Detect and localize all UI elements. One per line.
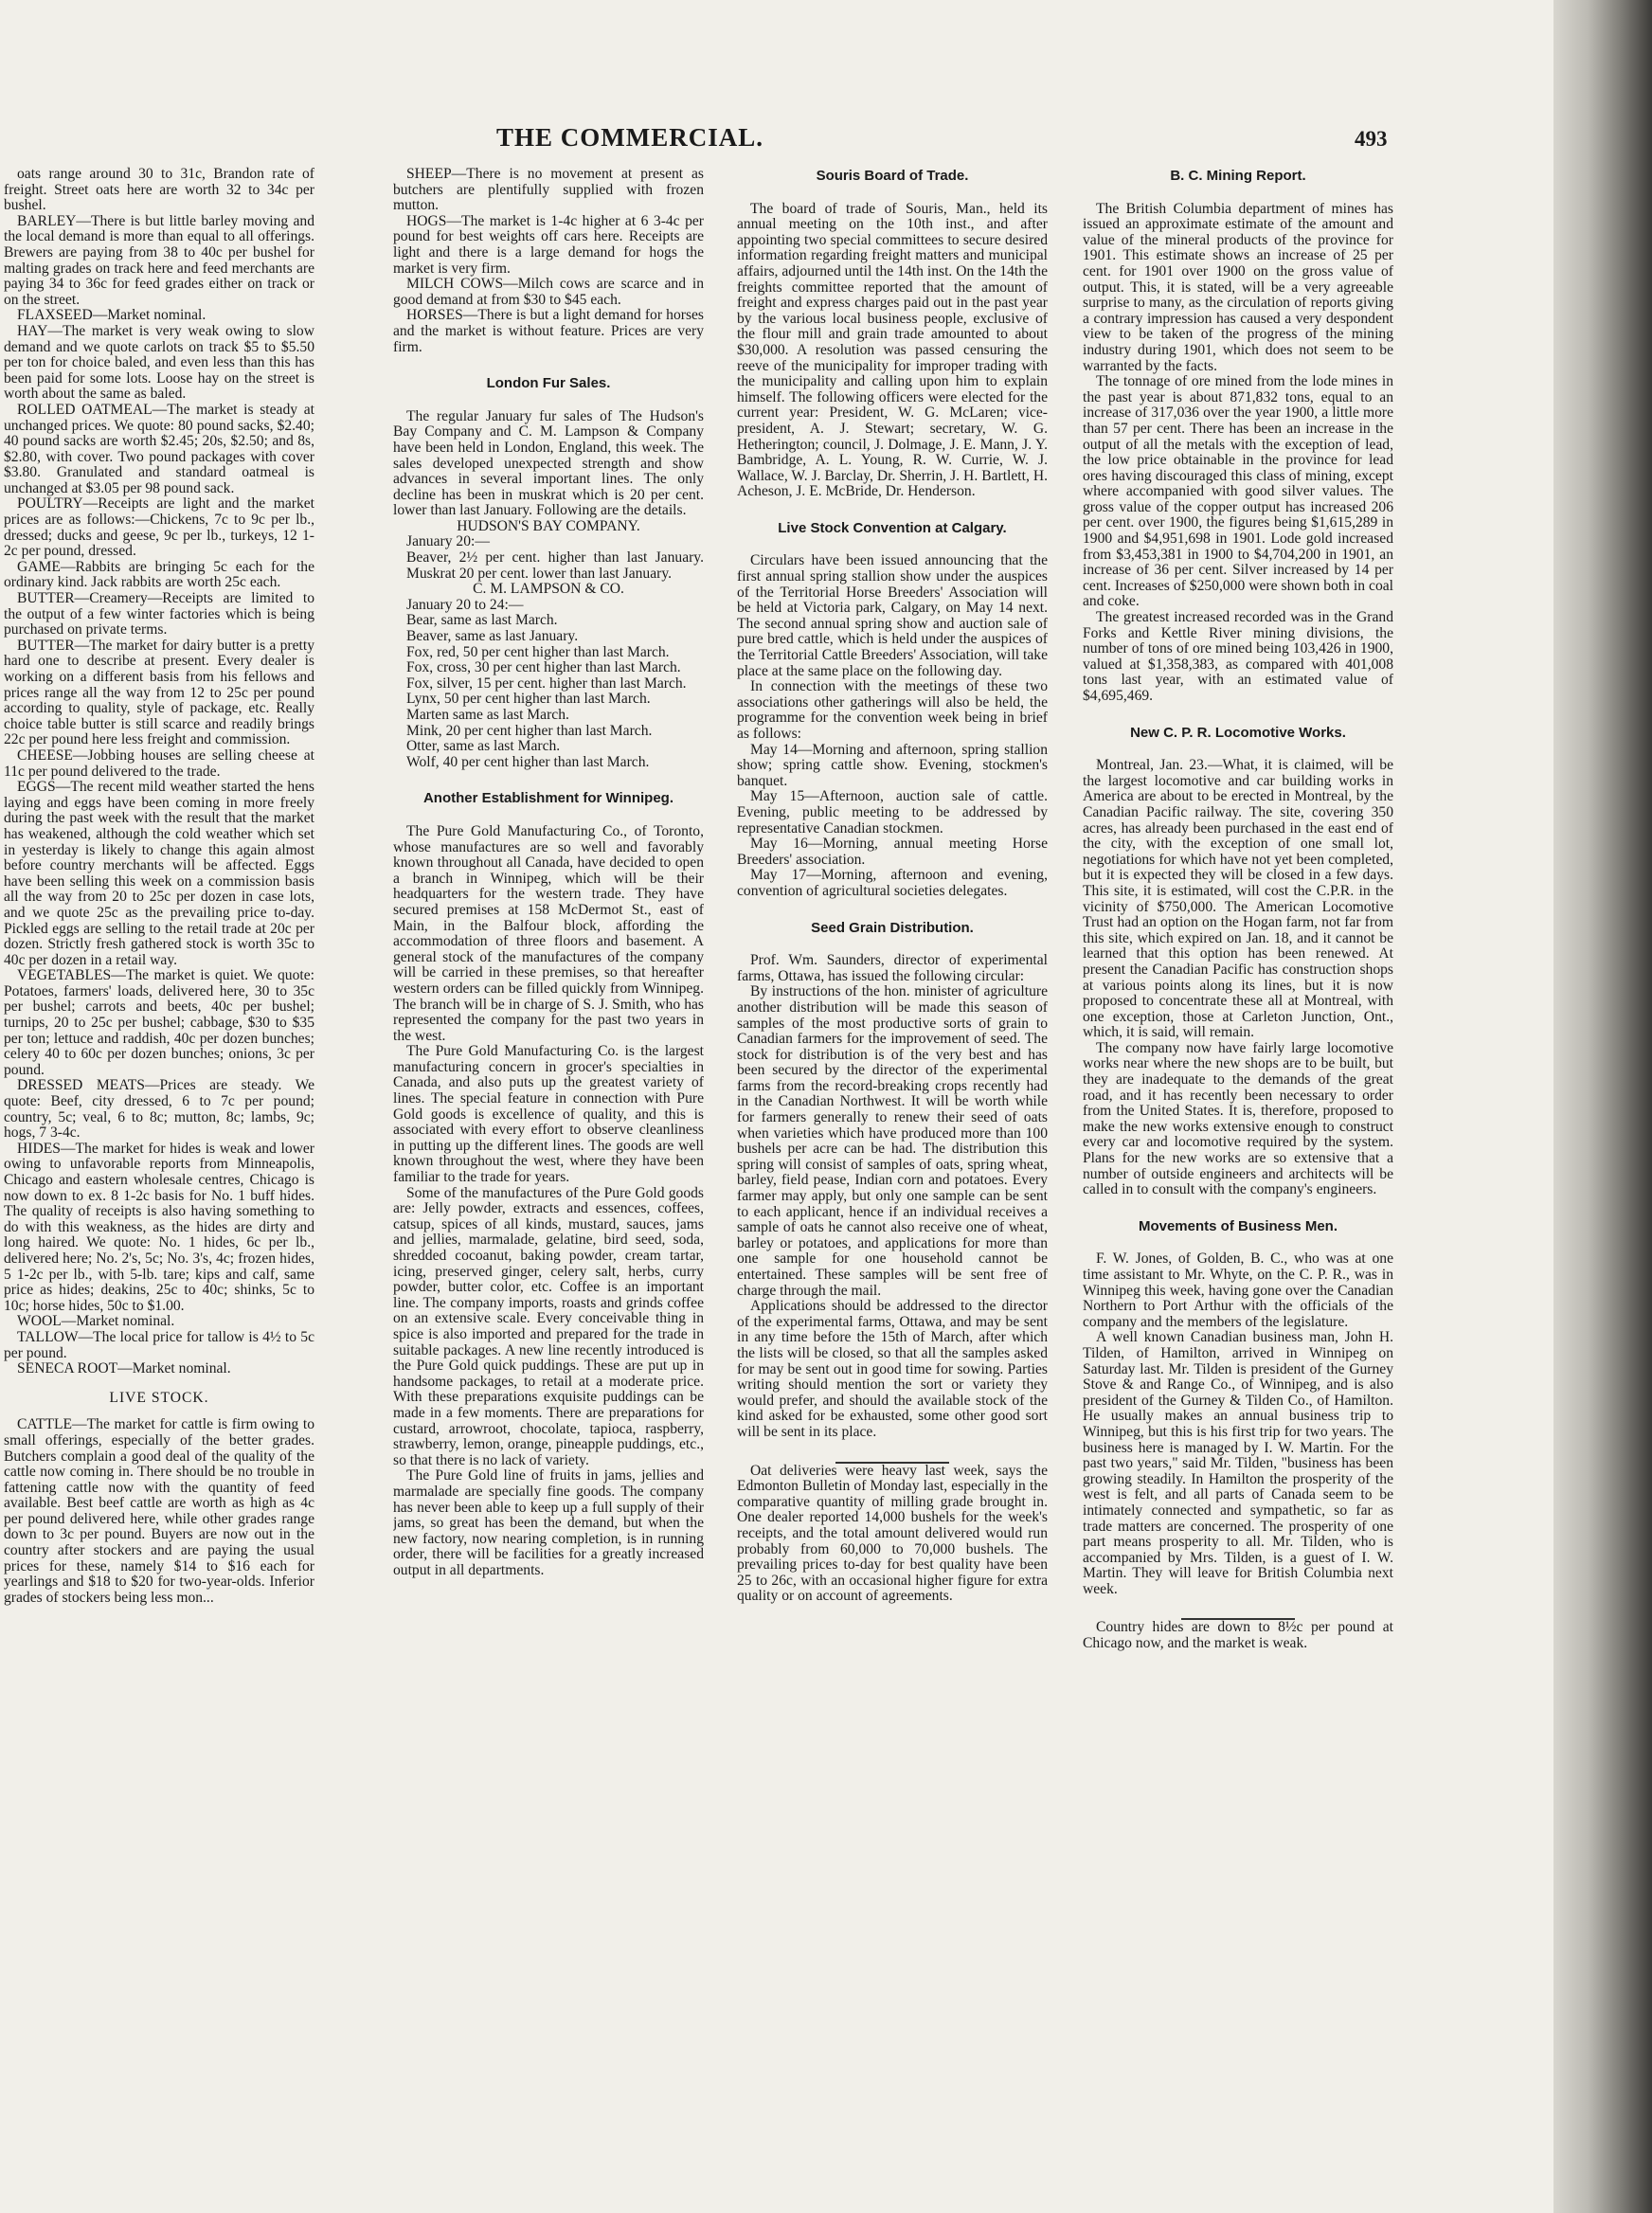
- paragraph: HORSES—There is but a light demand for horses and the market is without feature. Prices are very firm.: [393, 307, 704, 355]
- paragraph: ROLLED OATMEAL—The market is steady at unchanged prices. We quote: 80 pound sacks, $2.40; 40 pound sacks are worth $2.45; 20s, $2.50; and 8s, $2.80, with cover. Two pound packages with cover $3.80. Granulated and standard oatmeal is unchanged at $3.05 per 98 pound sack.: [4, 401, 314, 496]
- paragraph: May 17—Morning, afternoon and evening, convention of agricultural societies delegates.: [737, 867, 1048, 899]
- column-3: [737, 167, 1048, 2185]
- paragraph: The greatest increased recorded was in the Grand Forks and Kettle River mining divisions, the number of tons of ore mined being 103,426 in 1900, valued at $1,358,383, as compared with 401,008 tons last year, with an estimated value of $4,695,469.: [1083, 609, 1393, 704]
- article-headline: Seed Grain Distribution.: [811, 919, 974, 936]
- article-headline: Movements of Business Men.: [1138, 1217, 1338, 1234]
- paragraph: oats range around 30 to 31c, Brandon rate of freight. Street oats here are worth 32 to 34c per bushel.: [4, 167, 314, 214]
- page-edge-shadow: [1553, 0, 1652, 2213]
- list-item: Fox, red, 50 per cent higher than last March.: [406, 643, 670, 660]
- paragraph: DRESSED MEATS—Prices are steady. We quote: Beef, city dressed, 6 to 7c per pound; country, 5c; veal, 6 to 8c; mutton, 8c; lambs, 9c; hogs, 7 3-4c.: [4, 1077, 314, 1142]
- subheading: C. M. LAMPSON & CO.: [473, 581, 624, 598]
- paragraph: By instructions of the hon. minister of agriculture another distribution will be made this season of samples of the most productive sorts of grain to Canadian farmers for the improvement of seed. The stock for distribution is of the very best and has been secured by the director of the experimental farms from the record-breaking crops recently had in the Canadian Northwest. It will be worth while for farmers generally to renew their seed of oats when varieties which have produced more than 100 bushels per acre can be had. The distribution this spring will consist of samples of oats, spring wheat, barley, field pease, Indian corn and potatoes. Every farmer may apply, but only one sample can be sent to each applicant, hence if an individual receives a sample of oats he cannot also receive one of wheat, barley or potatoes, and applications for more than one sample for one household cannot be entertained. These samples will be sent free of charge through the mail.: [737, 983, 1048, 1299]
- paragraph: F. W. Jones, of Golden, B. C., who was at one time assistant to Mr. Whyte, on the C. P. R., was in Winnipeg this week, having gone over the Canadian Northern to Port Arthur with the officials of the company and the members of the legislature.: [1083, 1250, 1393, 1330]
- article-headline: Another Establishment for Winnipeg.: [422, 790, 674, 807]
- list-item: January 20 to 24:—: [406, 596, 524, 613]
- paragraph: The tonnage of ore mined from the lode mines in the past year is about 871,832 tons, equal to an increase of 317,036 over the year 1900, a little more than 57 per cent. There has been an increase in the output of all the metals with the exception of lead, the low price obtainable in the province for lead ores having discouraged this class of mining, except where accompanied with good silver values. The gross value of the copper output has increased 206 per cent. over 1900, the figures being $1,615,289 in 1900 and $4,951,698 in 1901. Lode gold increased from $3,453,381 in 1900 to $4,704,200 in 1901, an increase of 36 per cent. Silver increased by 14 per cent. Increases of $250,000 were shown both in coal and coke.: [1083, 373, 1393, 610]
- paragraph: EGGS—The recent mild weather started the hens laying and eggs have been coming in more freely during the past week with the result that the market has weakened, although the cold weather which set in yesterday is likely to change this again almost before country merchants will be affected. Eggs have been selling this week on a commission basis all the way from 20 to 25c per dozen in case lots, and we quote 25c as the prevailing price to-day. Pickled eggs are selling to the retail trade at 20c per dozen. Strictly fresh gathered stock is worth 35c to 40c per dozen in a retail way.: [4, 779, 314, 968]
- paragraph: The Pure Gold Manufacturing Co., of Toronto, whose manufactures are so well and favorably known throughout all Canada, have decided to open a branch in Winnipeg, which will be their headquarters for the western trade. They have secured premises at 158 McDermot St., east of Main, in the Balfour block, affording the accommodation of three floors and basement. A general stock of the manufactures of the company will be carried in these premises, so that hereafter western orders can be filled quickly from Winnipeg. The branch will be in charge of S. J. Smith, who has represented the company for the past two years in the west.: [393, 822, 704, 1044]
- paragraph: Prof. Wm. Saunders, director of experimental farms, Ottawa, has issued the following circular:: [737, 952, 1048, 984]
- paragraph: In connection with the meetings of these two associations other gatherings will also be held, the programme for the convention week being in brief as follows:: [737, 678, 1048, 742]
- paragraph: The board of trade of Souris, Man., held its annual meeting on the 10th inst., and after appointing two special committees to secure desired information regarding freight matters and municipal affairs, adjourned until the 14th inst. On the 14th the freights committee reported that the amount of freight and express charges paid out in the past year by the various local business people, exclusive of the flour mill and grain trade amounted to about $30,000. A resolution was passed censuring the reeve of the municipality for improper trading with the municipality and calling upon him to explain himself. The following officers were elected for the current year: President, W. G. McLaren; vice-president, A. J. Stewart; secretary, W. G. Hetherington; council, J. Dolmage, J. E. Mann, J. Y. Bambridge, A. L. Young, R. W. Currie, W. J. Wallace, W. J. Barclay, Dr. Sherrin, J. H. Bartlett, H. Acheson, J. E. McBride, Dr. Henderson.: [737, 200, 1048, 500]
- article-headline: B. C. Mining Report.: [1170, 168, 1306, 184]
- column-2: [393, 167, 704, 2185]
- paragraph: Oat deliveries were heavy last week, says the Edmonton Bulletin of Monday last, especially in the comparative quantity of milling grade brought in. One dealer reported 14,000 bushels for the week's receipts, and the total amount delivered would run probably from 60,000 to 70,000 bushels. The prevailing prices to-day for best quality have been 25 to 26c, with an occasional higher figure for extra quality or on account of agreements.: [737, 1462, 1048, 1605]
- paragraph: The regular January fur sales of The Hudson's Bay Company and C. M. Lampson & Company have been held in London, England, this week. The sales developed unexpected strength and show advances in several important lines. The only decline has been in muskrat which is 20 per cent. lower than last January. Following are the details.: [393, 407, 704, 519]
- paragraph: TALLOW—The local price for tallow is 4½ to 5c per pound.: [4, 1328, 314, 1361]
- paragraph: HAY—The market is very weak owing to slow demand and we quote carlots on track $5 to $5.50 per ton for choice baled, and even less than this has been paid for some lots. Loose hay on the street is worth about the same as baled.: [4, 322, 314, 403]
- paragraph: The Pure Gold line of fruits in jams, jellies and marmalade are specially fine goods. The company has never been able to keep up a full supply of their jams, so great has been the demand, but when the new factory, now nearing completion, is in running order, there will be facilities for a greatly increased output in all departments.: [393, 1467, 704, 1578]
- subheading: HUDSON'S BAY COMPANY.: [457, 517, 640, 534]
- list-item: Wolf, 40 per cent higher than last March.: [406, 753, 650, 770]
- paragraph: HOGS—The market is 1-4c higher at 6 3-4c per pound for best weights off cars here. Receipts are light and there is a large demand for hogs the market is very firm.: [393, 212, 704, 277]
- paragraph: Some of the manufactures of the Pure Gold goods are: Jelly powder, extracts and essences, coffees, catsup, spices of all kinds, mustard, sauces, jams and jellies, marmalade, gelatine, bird seed, soda, shredded cocoanut, baking powder, cream tartar, icing, preserved ginger, celery salt, herbs, curry powder, butter color, etc. Coffee is an important line. The company imports, roasts and grinds coffee on an extensive scale. Every conceivable thing in spice is also imported and prepared for the trade in suitable packages. A new line recently introduced is the Pure Gold quick puddings. These are put up in handsome packages, to retail at a moderate price. With these preparations exquisite puddings can be made in a few moments. There are preparations for custard, arrowroot, chocolate, tapioca, raspberry, strawberry, lemon, orange, pineapple puddings, etc., so that there is no lack of variety.: [393, 1184, 704, 1468]
- paragraph: A well known Canadian business man, John H. Tilden, of Hamilton, arrived in Winnipeg on Saturday last. Mr. Tilden is president of the Gurney Stove & and Range Co., of Winnipeg, and is also president of the Gurney & Tilden Co., of Hamilton. He usually makes an annual business trip to Winnipeg, but this is his first trip for two years. The business here is managed by I. W. Martin. For the past two years," said Mr. Tilden, "business has been growing steadily. In Hamilton the prosperity of the west is felt, and all parts of Canada seem to be intimately connected and sympathetic, so far as trade matters are concerned. The prosperity of one part means prosperity to all. Mr. Tilden, who is accompanied by Mrs. Tilden, is a guest of I. W. Martin. They will leave for British Columbia next week.: [1083, 1329, 1393, 1597]
- article-headline: New C. P. R. Locomotive Works.: [1130, 724, 1346, 741]
- list-item: Marten same as last March.: [406, 707, 569, 723]
- list-item: January 20:—: [406, 533, 490, 550]
- column-1: [4, 167, 314, 2185]
- article-headline: Live Stock Convention at Calgary.: [778, 519, 1007, 536]
- paragraph: Country hides are down to 8½c per pound at Chicago now, and the market is weak.: [1083, 1619, 1393, 1652]
- list-item: Bear, same as last March.: [406, 612, 558, 629]
- paragraph: GAME—Rabbits are bringing 5c each for the ordinary kind. Jack rabbits are worth 25c each.: [4, 558, 314, 591]
- paragraph: May 16—Morning, annual meeting Horse Breeders' association.: [737, 836, 1048, 868]
- list-item: Beaver, same as last January.: [406, 628, 579, 645]
- paragraph: CHEESE—Jobbing houses are selling cheese at 11c per pound delivered to the trade.: [4, 747, 314, 780]
- paragraph: The Pure Gold Manufacturing Co. is the largest manufacturing concern in grocer's specialties in Canada, and also puts up the greatest variety of lines. The special feature in connection with Pure Gold goods is excellence of quality, and this is associated with every effort to observe cleanliness in putting up the different lines. The goods are well known throughout the west, where they have been familiar to the trade for years.: [393, 1043, 704, 1186]
- column-4: [1083, 167, 1393, 2185]
- list-item: Lynx, 50 per cent higher than last March.: [406, 691, 651, 708]
- paragraph: HIDES—The market for hides is weak and lower owing to unfavorable reports from Minneapolis, Chicago and eastern wholesale centres, Chicago is now down to ex. 8 1-2c basis for No. 1 buff hides. The quality of receipts is also having something to do with this weakness, as the hides are dirty and long haired. We quote: No. 1 hides, 6c per lb., delivered here; No. 2's, 5c; No. 3's, 4c; frozen hides, 5 1-2c per lb., with 5-lb. tare; kips and calf, same price as hides; deakins, 25c to 40c; shinks, 5c to 10c; horse hides, 50c to $1.00.: [4, 1140, 314, 1314]
- paragraph: POULTRY—Receipts are light and the market prices are as follows:—Chickens, 7c to 9c per lb., dressed; ducks and geese, 9c per lb., turkeys, 12 1-2c per pound, dressed.: [4, 495, 314, 560]
- paragraph: BUTTER—The market for dairy butter is a pretty hard one to describe at present. Every dealer is working on a different basis from his fellows and prices range all the way from 12 to 25c per pound according to quality, style of package, etc. Really choice table butter is still scarce and readily brings 22c per pound here less freight and commission.: [4, 637, 314, 748]
- paragraph: VEGETABLES—The market is quiet. We quote: Potatoes, farmers' loads, delivered here, 30 to 35c per bushel; carrots and beets, 40c per bushel; turnips, 20 to 25c per bushel; cabbage, $30 to $35 per ton; lettuce and raddish, 40c per dozen bunches; celery 40 to 60c per dozen bunches; onions, 3c per pound.: [4, 967, 314, 1078]
- paragraph: CATTLE—The market for cattle is firm owing to small offerings, especially of the better grades. Butchers complain a good deal of the quality of the cattle now coming in. There should be no trouble in fattening cattle now with the quantity of feed available. Best beef cattle are worth as high as 4c per pound delivered here, while other grades range down to 3c per pound. Buyers are now out in the country after stockers and are paying the usual prices for these, namely $14 to $16 each for yearlings and $18 to $20 for two-year-olds. Inferior grades of stockers being less mon...: [4, 1416, 314, 1606]
- list-item: Otter, same as last March.: [406, 738, 561, 755]
- page-title: THE COMMERCIAL.: [495, 123, 763, 152]
- paragraph: BUTTER—Creamery—Receipts are limited to the output of a few winter factories which is being purchased on private terms.: [4, 590, 314, 639]
- article-headline: Souris Board of Trade.: [816, 168, 969, 184]
- list-item: Beaver, 2½ per cent. higher than last January. Muskrat 20 per cent. lower than last January.: [406, 549, 704, 582]
- paragraph: Circulars have been issued announcing that the first annual spring stallion show under the auspices of the Territorial Horse Breeders' Association will be held at Victoria park, Calgary, on May 14 next. The second annual spring show and auction sale of pure bred cattle, which is held under the auspices of the Territorial Cattle Breeders' Association, will take place at the same place on the following day.: [737, 552, 1048, 679]
- paragraph: FLAXSEED—Market nominal.: [17, 307, 206, 324]
- paragraph: Applications should be addressed to the director of the experimental farms, Ottawa, and may be sent in any time before the 15th of March, after which the lists will be closed, so that all the samples asked for may be sent out in good time for sowing. Parties writing should mention the sort or variety they would prefer, and should the available stock of the kind asked for be exhausted, some other good sort will be sent in its place.: [737, 1298, 1048, 1440]
- paragraph: The company now have fairly large locomotive works near where the new shops are to be built, but they are inadequate to the demands of the great road, and it has recently been necessary to order from the United States. It is, therefore, proposed to make the new works extensive enough to construct every car and locomotive required by the system. Plans for the new works are so extensive that a number of outside engineers and architects will be called in to consult with the company's engineers.: [1083, 1039, 1393, 1198]
- paragraph: MILCH COWS—Milch cows are scarce and in good demand at from $30 to $45 each.: [393, 276, 704, 308]
- paragraph: May 15—Afternoon, auction sale of cattle. Evening, public meeting to be addressed by representative Canadian stockmen.: [737, 788, 1048, 837]
- paragraph: Montreal, Jan. 23.—What, it is claimed, will be the largest locomotive and car building works in America are about to be erected in Montreal, by the Canadian Pacific railway. The site, covering 350 acres, has already been purchased in the east end of the city, with the exception of one small lot, negotiations for which have not yet been completed, but it is expected they will be closed in a few days. This site, it is estimated, will cost the C.P.R. in the vicinity of $750,000. The American Locomotive Trust had an option on the Hogan farm, not far from this site, which expired on Jan. 18, and it cannot be learned that this option has been renewed. At present the Canadian Pacific has construction shops at various points along its lines, but it is now proposed to concentrate these all at Montreal, with one exception, those at Carleton Junction, Ont., which, it is said, will remain.: [1083, 757, 1393, 1041]
- paragraph: SHEEP—There is no movement at present as butchers are plentifully supplied with frozen mutton.: [393, 167, 704, 214]
- paragraph: SENECA ROOT—Market nominal.: [17, 1360, 231, 1377]
- list-item: Fox, silver, 15 per cent. higher than last March.: [406, 675, 687, 692]
- paragraph: May 14—Morning and afternoon, spring stallion show; spring cattle show. Evening, stockmen's banquet.: [737, 741, 1048, 789]
- page-number: 493: [1355, 127, 1388, 151]
- paragraph: BARLEY—There is but little barley moving and the local demand is more than equal to all offerings. Brewers are paying from 38 to 40c per bushel for malting grades on track here and feed merchants are paying 34 to 36c for feed grades either on track or on the street.: [4, 212, 314, 308]
- article-headline: London Fur Sales.: [486, 375, 611, 392]
- paragraph: WOOL—Market nominal.: [17, 1313, 175, 1330]
- paragraph: The British Columbia department of mines has issued an approximate estimate of the amount and value of the mineral products of the province for 1901. This estimate shows an increase of 25 per cent. for 1901 over 1900 on the gross value of output. This, it is stated, will be a very agreeable surprise to many, as the circulation of reports giving a contrary impression has caused a very despondent view to be taken of the progress of the mining industry during 1901, which does not seem to be warranted by the facts.: [1083, 200, 1393, 374]
- list-item: Fox, cross, 30 per cent higher than last March.: [406, 659, 681, 676]
- section-heading: LIVE STOCK.: [109, 1389, 209, 1406]
- list-item: Mink, 20 per cent higher than last March.: [406, 722, 653, 739]
